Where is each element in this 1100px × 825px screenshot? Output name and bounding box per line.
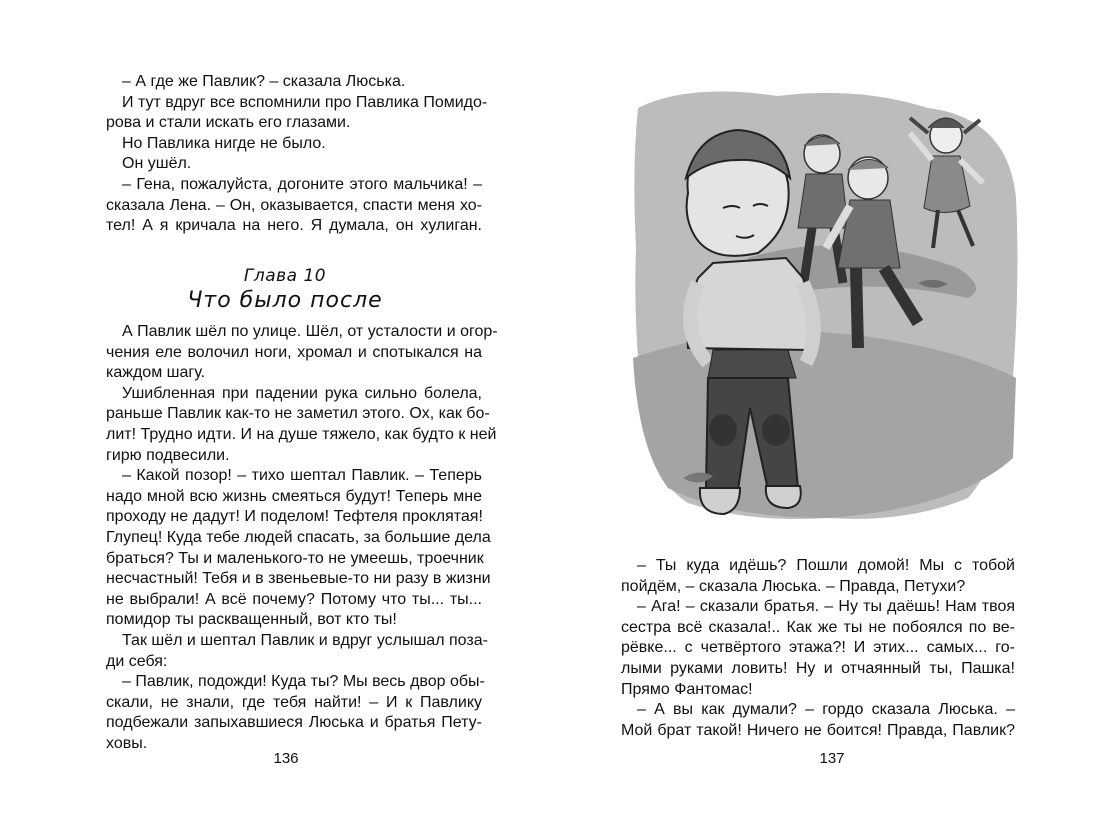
text-line: пойдём, – сказала Люська. – Правда, Петухи? bbox=[621, 577, 966, 595]
right-paragraphs bbox=[621, 556, 1015, 741]
text-line: рова и стали искать его глазами. bbox=[106, 114, 351, 132]
text-line: гирю подвесили. bbox=[106, 446, 230, 464]
text-line: рёвке... с четвёртого этажа?! И этих... самых... го- bbox=[621, 639, 1015, 657]
text-line: Он ушёл. bbox=[122, 155, 192, 173]
text-line: – Ага! – сказали братья. – Ну ты даёшь! Нам твоя bbox=[637, 598, 1015, 616]
text-line: ди себя: bbox=[106, 652, 168, 670]
text-line: – А вы как думали? – гордо сказала Люська. – bbox=[637, 701, 1015, 719]
text-line: – Ты куда идёшь? Пошли домой! Мы с тобой bbox=[637, 557, 1015, 574]
text-line: сказала Лена. – Он, оказывается, спасти меня хо- bbox=[106, 196, 482, 214]
text-line: Ушибленная при падении рука сильно болела, bbox=[122, 384, 482, 402]
chapter-title: Что было после bbox=[187, 288, 383, 313]
text-line: каждом шагу. bbox=[106, 364, 206, 382]
text-line: – Павлик, подожди! Куда ты? Мы весь двор обы- bbox=[122, 673, 485, 691]
text-line: Прямо Фантомас! bbox=[621, 680, 753, 698]
text-line: помидор ты раскващенный, вот кто ты! bbox=[106, 611, 397, 629]
text-line: подбежали запыхавшиеся Люська и братья Пету- bbox=[106, 714, 482, 732]
text-line: Так шёл и шептал Павлик и вдруг услышал поза- bbox=[122, 631, 488, 649]
body-paragraphs bbox=[106, 322, 498, 754]
top-paragraphs bbox=[106, 72, 488, 237]
ground-shape bbox=[633, 331, 1016, 518]
chapter-label: Глава 10 bbox=[243, 266, 327, 286]
text-line: сестра всё сказала!.. Как же ты не побоялся по ве- bbox=[621, 618, 1015, 636]
text-line: ховы. bbox=[106, 734, 148, 752]
page-number: 136 bbox=[273, 750, 299, 767]
text-line: скали, не знали, где тебя найти! – И к Павлику bbox=[106, 693, 482, 711]
text-line: чения еле волочил ноги, хромал и спотыкался на bbox=[106, 343, 482, 361]
text-line: лит! Трудно идти. И на душе тяжело, как будто к ней bbox=[106, 425, 497, 443]
page-number: 137 bbox=[819, 750, 845, 767]
text-line: – А где же Павлик? – сказала Люська. bbox=[122, 73, 406, 90]
text-line: Глупец! Куда тебе людей спасать, за большие дела bbox=[106, 528, 491, 546]
text-line: проходу не дадут! И поделом! Тефтеля проклятая! bbox=[106, 508, 483, 526]
text-line: несчастный! Тебя и в звеньевые-то ни разу в жизни bbox=[106, 570, 491, 588]
text-line: А Павлик шёл по улице. Шёл, от усталости и огор- bbox=[122, 323, 498, 340]
illustration bbox=[628, 78, 1020, 540]
text-line: – Какой позор! – тихо шептал Павлик. – Теперь bbox=[122, 467, 482, 485]
text-line: И тут вдруг все вспомнили про Павлика Помидо- bbox=[122, 93, 488, 111]
text-line: лыми руками ловить! Ну и отчаянный ты, Пашка! bbox=[621, 659, 1015, 677]
text-line: надо мной всю жизнь смеяться будут! Теперь мне bbox=[106, 487, 482, 505]
text-line: – Гена, пожалуйста, догоните этого мальчика! – bbox=[122, 175, 482, 193]
text-line: не выбрали! А всё почему? Потому что ты... ты... bbox=[106, 590, 482, 608]
text-line: Мой брат такой! Ничего не боится! Правда, Павлик? bbox=[621, 721, 1015, 739]
text-line: браться? Ты и маленького-то не умеешь, троечник bbox=[106, 549, 484, 567]
text-line: Но Павлика нигде не было. bbox=[122, 134, 326, 152]
text-line: раньше Павлик как-то не заметил этого. Ох, как бо- bbox=[106, 405, 490, 423]
text-line: тел! А я кричала на него. Я думала, он хулиган. bbox=[106, 217, 482, 235]
